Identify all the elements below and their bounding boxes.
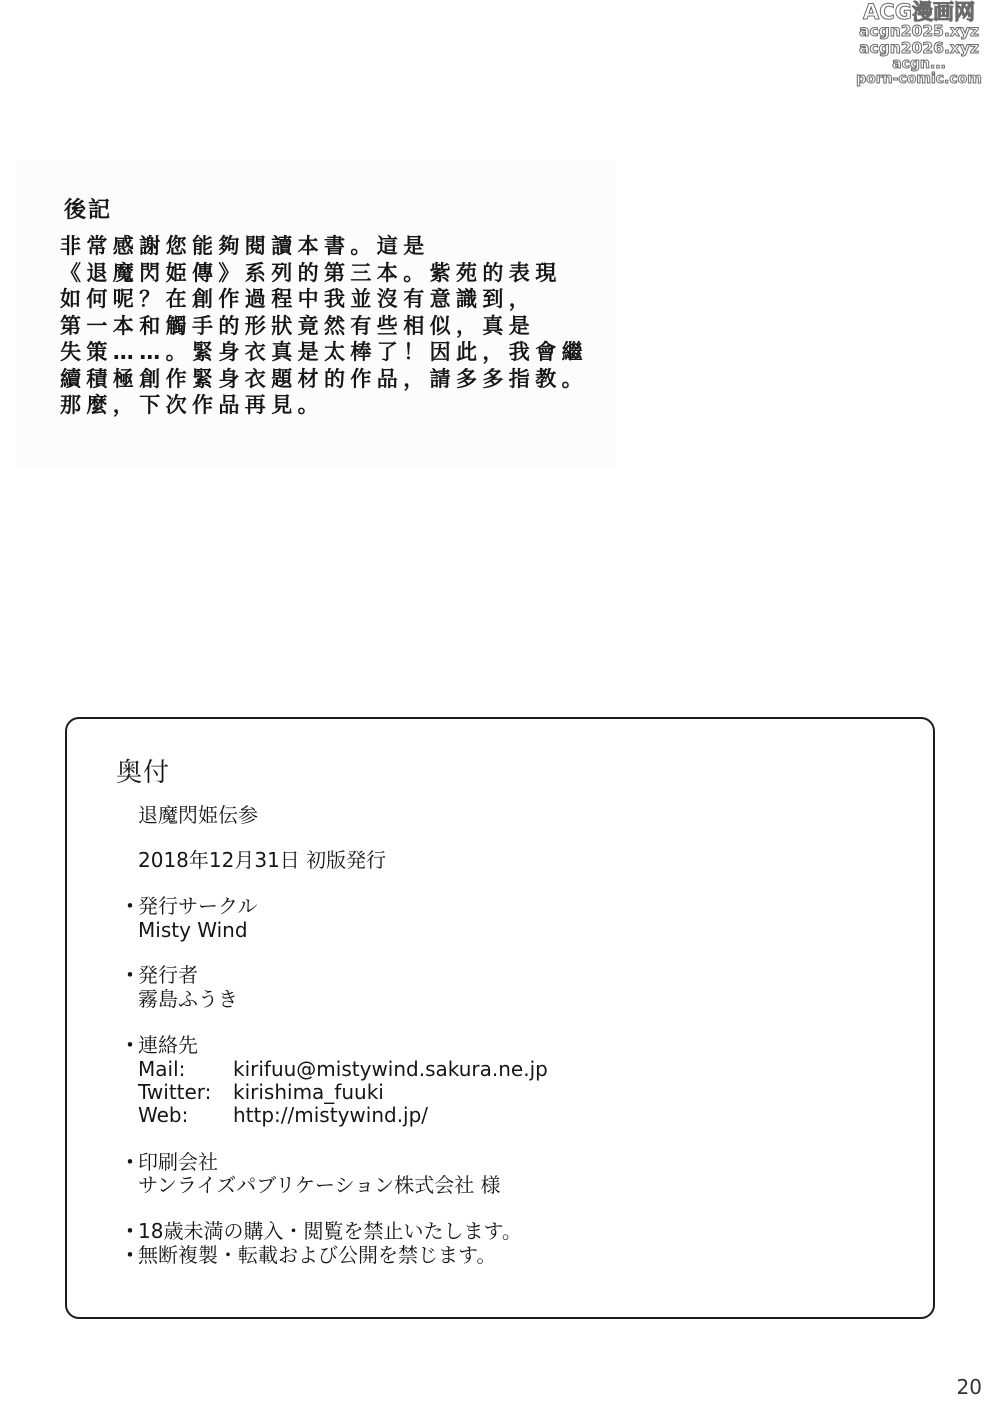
- circle-label-text: 発行サークル: [138, 894, 258, 918]
- page-number: 20: [956, 1375, 982, 1399]
- watermark: [844, 2, 994, 86]
- publish-date: 2018年12月31日 初版発行: [138, 848, 387, 872]
- publisher-label: [120, 963, 198, 987]
- afterword-line: 非常感謝您能夠閱讀本書。這是: [60, 234, 430, 258]
- circle-name: Misty Wind: [138, 918, 248, 942]
- notice-age: [120, 1219, 522, 1243]
- contact-label: [120, 1033, 198, 1057]
- bullet: ・: [120, 1219, 140, 1243]
- afterword-line: 第一本和觸手的形狀竟然有些相似，真是: [60, 313, 536, 338]
- contact-web: [138, 1103, 428, 1127]
- circle-label: [120, 894, 257, 918]
- watermark-domain-3: acgn...: [892, 56, 946, 72]
- afterword-line: 如何呢？在創作過程中我並沒有意識到，: [60, 287, 536, 311]
- printer-label: [120, 1150, 218, 1174]
- contact-web-label: Web:: [138, 1103, 189, 1127]
- work-title: 退魔閃姫伝参: [138, 803, 258, 827]
- contact-mail-label: Mail:: [138, 1057, 186, 1081]
- contact-twitter-label: Twitter:: [138, 1080, 212, 1104]
- bullet: ・: [120, 1033, 140, 1057]
- contact-mail: [138, 1057, 548, 1081]
- contact-web-value[interactable]: http://mistywind.jp/: [233, 1103, 429, 1127]
- afterword-line: 那麼，下次作品再見。: [60, 393, 324, 417]
- watermark-title: ACG漫画网: [863, 0, 975, 24]
- printer-name: サンライズパブリケーション株式会社 様: [138, 1173, 501, 1197]
- notice-copyright-text: 無断複製・転載および公開を禁じます。: [138, 1243, 497, 1267]
- bullet: ・: [120, 963, 140, 987]
- notice-age-text: 18歳未満の購入・閲覧を禁止いたします。: [138, 1219, 522, 1243]
- watermark-domain-2: acgn2026.xyz: [859, 38, 979, 57]
- notice-copyright: [120, 1243, 496, 1267]
- bullet: ・: [120, 1150, 140, 1174]
- printer-label-text: 印刷会社: [138, 1150, 218, 1174]
- afterword-body: [60, 233, 588, 419]
- contact-twitter-value[interactable]: kirishima_fuuki: [233, 1080, 384, 1104]
- afterword-line: 《退魔閃姫傳》系列的第三本。紫苑的表現: [60, 260, 562, 285]
- contact-label-text: 連絡先: [138, 1033, 198, 1057]
- bullet: ・: [120, 1243, 140, 1267]
- bullet: ・: [120, 894, 140, 918]
- contact-twitter: [138, 1080, 384, 1104]
- afterword-line: 續積極創作緊身衣題材的作品，請多多指教。: [60, 366, 588, 391]
- afterword-line: 失策……。緊身衣真是太棒了！因此，我會繼: [60, 340, 588, 364]
- colophon-title: 奥付: [116, 758, 171, 788]
- publisher-label-text: 発行者: [138, 963, 198, 987]
- watermark-domain-1: acgn2025.xyz: [859, 22, 979, 40]
- watermark-domain-4: porn-comic.com: [856, 71, 982, 87]
- publisher-name: 霧島ふうき: [138, 987, 238, 1011]
- afterword-title: 後記: [64, 198, 113, 223]
- contact-mail-value[interactable]: kirifuu@mistywind.sakura.ne.jp: [233, 1057, 548, 1081]
